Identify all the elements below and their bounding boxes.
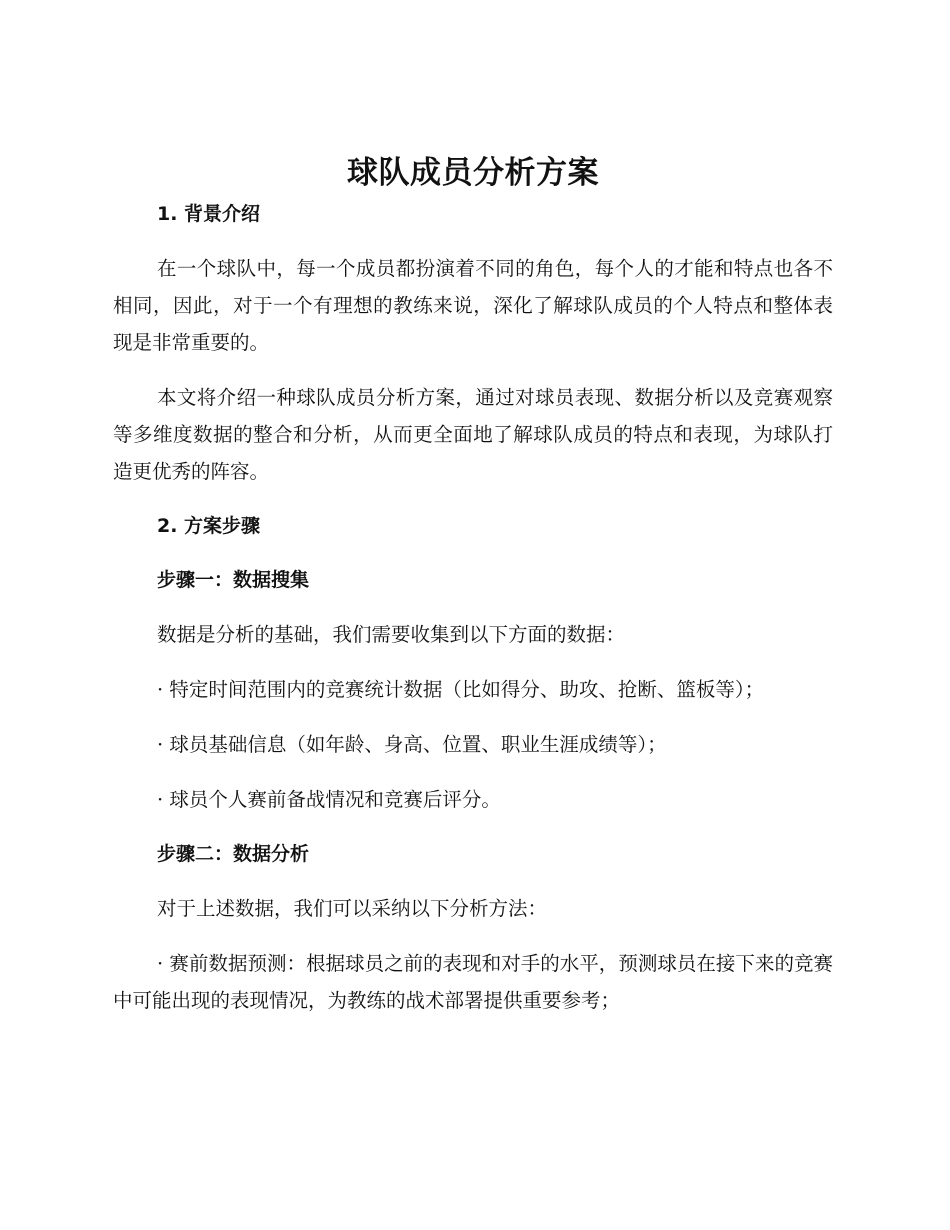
- step2-intro: 对于上述数据，我们可以采纳以下分析方法：: [157, 897, 548, 920]
- step1-list-item: · 特定时间范围内的竞赛统计数据（比如得分、助攻、抢断、篮板等）；: [157, 678, 765, 701]
- step1-list-item: · 球员基础信息（如年龄、身高、位置、职业生涯成绩等）；: [157, 733, 667, 756]
- paragraph-background-1: 在一个球队中，每一个成员都扮演着不同的角色，每个人的才能和特点也各不相同，因此，对于一个有理想的教练来说，深化了解球队成员的个人特点和整体表现是非常重要的。: [113, 257, 833, 354]
- section-heading-steps: 2. 方案步骤: [157, 515, 261, 537]
- step2-heading: 步骤二：数据分析: [157, 843, 310, 865]
- section-heading-background: 1. 背景介绍: [157, 203, 261, 225]
- step1-list-item: · 球员个人赛前备战情况和竞赛后评分。: [157, 788, 501, 811]
- step1-heading: 步骤一：数据搜集: [157, 569, 310, 591]
- document-page: [113, 150, 833, 1019]
- document-title: 球队成员分析方案: [347, 155, 599, 191]
- paragraph-background-2: 本文将介绍一种球队成员分析方案，通过对球员表现、数据分析以及竞赛观察等多维度数据的整合和分析，从而更全面地了解球队成员的特点和表现，为球队打造更优秀的阵容。: [113, 386, 833, 483]
- step1-intro: 数据是分析的基础，我们需要收集到以下方面的数据：: [157, 623, 626, 646]
- step2-list-item: · 赛前数据预测：根据球员之前的表现和对手的水平，预测球员在接下来的竞赛中可能出现的表现情况，为教练的战术部署提供重要参考；: [113, 952, 833, 1012]
